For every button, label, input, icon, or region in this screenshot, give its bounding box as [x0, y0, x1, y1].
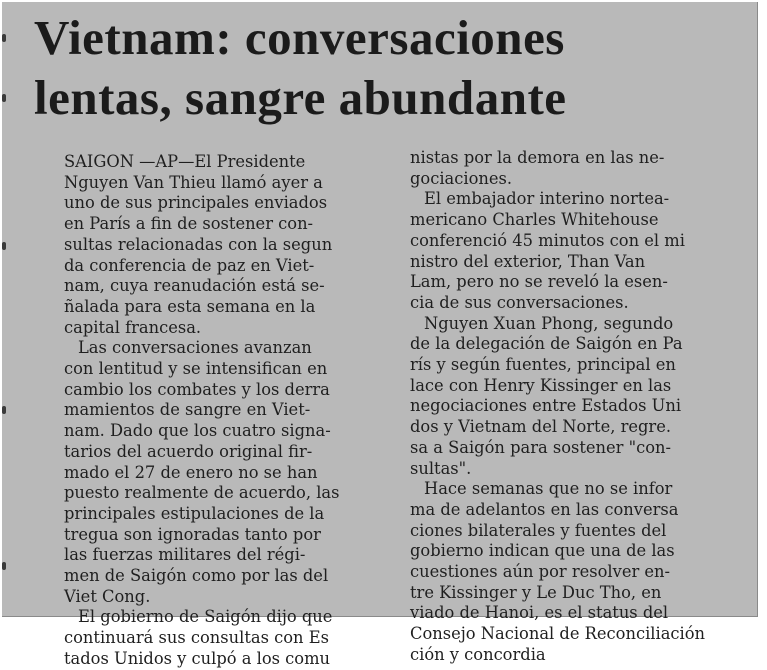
text-line: SAIGON —AP—El Presidente [64, 152, 306, 171]
text-line: sultas relacionadas con la segun [64, 234, 333, 254]
text-line: cuestiones aún por resolver en- [410, 562, 671, 582]
text-line: principales estipulaciones de la [64, 503, 325, 523]
text-line: con lentitud y se intensifican en [64, 359, 328, 379]
text-line: ciones bilaterales y fuentes del [410, 520, 667, 540]
text-line: nistas por la demora en las ne- [410, 148, 665, 167]
paragraph-start-line: El embajador interino nortea- [424, 189, 670, 209]
text-line: gociaciones. [410, 168, 513, 188]
text-line: men de Saigón como por las del [64, 566, 329, 586]
text-line: gobierno indican que una de las [410, 541, 675, 561]
headline-line: lentas, sangre abundante [34, 70, 567, 125]
text-line: tados Unidos y culpó a los comu [64, 648, 331, 668]
margin-mark [2, 34, 6, 42]
text-line: nam. Dado que los cuatro signa- [64, 421, 331, 441]
margin-mark [2, 242, 6, 250]
text-line: dos y Vietnam del Norte, regre. [410, 417, 672, 437]
headline-line: Vietnam: conversaciones [34, 10, 565, 65]
text-line: tregua son ignoradas tanto por [64, 524, 321, 544]
text-line: ñalada para esta semana en la [64, 296, 316, 316]
text-line: Lam, pero no se reveló la esen- [410, 272, 668, 292]
text-line: de la delegación de Saigón en Pa [410, 334, 683, 354]
text-line: cia de sus conversaciones. [410, 292, 629, 312]
text-line: nistro del exterior, Than Van [410, 251, 646, 271]
text-line: da conferencia de paz en Viet- [64, 255, 315, 275]
text-line: lace con Henry Kissinger en las [410, 375, 672, 395]
text-line: conferenció 45 minutos con el mi [410, 230, 685, 250]
text-line: Viet Cong. [64, 586, 151, 606]
text-line: continuará sus consultas con Es [64, 628, 329, 648]
text-line: tarios del acuerdo original fir- [64, 441, 313, 461]
margin-mark [2, 562, 6, 570]
paragraph-start-line: El gobierno de Saigón dijo que [78, 607, 333, 627]
text-line: Consejo Nacional de Reconciliación [410, 624, 706, 644]
paragraph-start-line: Las conversaciones avanzan [78, 338, 312, 358]
text-line: en París a fin de sostener con- [64, 214, 314, 234]
text-line: negociaciones entre Estados Uni [410, 396, 682, 416]
text-line: cambio los combates y los derra [64, 379, 330, 399]
text-line: puesto realmente de acuerdo, las [64, 483, 340, 503]
paragraph-start-line: Nguyen Xuan Phong, segundo [424, 313, 674, 333]
margin-mark [2, 406, 6, 414]
left-column [64, 152, 386, 670]
text-line: mado el 27 de enero no se han [64, 462, 318, 482]
right-column [410, 148, 746, 666]
headline [34, 8, 567, 128]
text-line: Nguyen Van Thieu llamó ayer a [64, 172, 323, 192]
text-line: rís y según fuentes, principal en [410, 355, 676, 375]
newspaper-clipping [2, 2, 758, 668]
text-line: uno de sus principales enviados [64, 193, 328, 213]
text-line: capital francesa. [64, 317, 202, 337]
text-line: ma de adelantos en las conversa [410, 499, 679, 519]
text-line: nam, cuya reanudación está se- [64, 276, 325, 296]
text-line: las fuerzas militares del régi- [64, 545, 306, 565]
margin-mark [2, 94, 6, 102]
text-line: viado de Hanoi, es el status del [410, 603, 669, 623]
text-line: sa a Saigón para sostener "con- [410, 437, 672, 457]
text-line: ción y concordia [410, 644, 546, 664]
text-line: sultas". [410, 458, 472, 478]
text-line: tre Kissinger y Le Duc Tho, en [410, 582, 662, 602]
paragraph-start-line: Hace semanas que no se infor [424, 479, 673, 499]
text-line: mericano Charles Whitehouse [410, 210, 659, 230]
text-line: mamientos de sangre en Viet- [64, 400, 311, 420]
